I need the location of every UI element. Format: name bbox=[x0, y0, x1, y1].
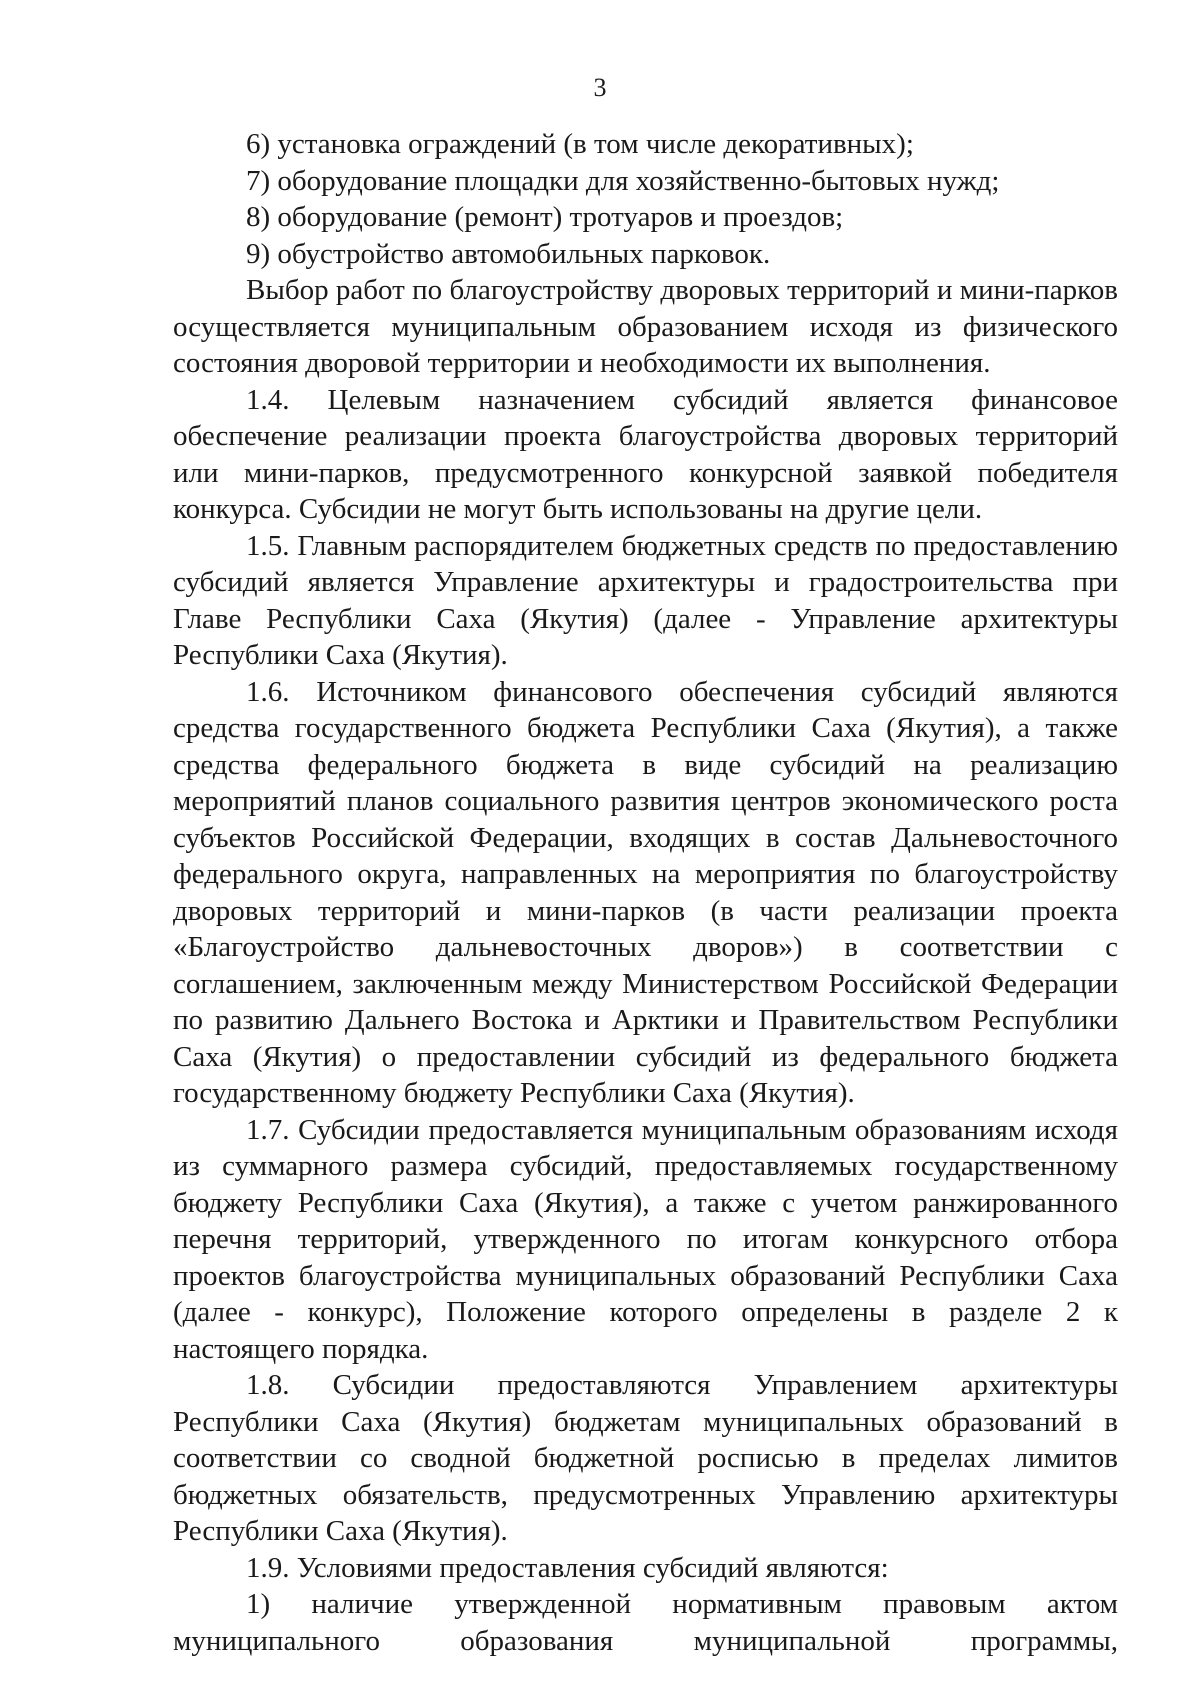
page-number: 3 bbox=[593, 73, 607, 102]
paragraph-1-4: 1.4. Целевым назначением субсидий является финансовое обеспечение реализации проекта благоустройства дворовых территорий или мини-парков, предусмотренного конкурсной заявкой победителя конкурса. Субсидии не могут быть использованы на другие цели. bbox=[173, 383, 1118, 525]
paragraph-1-9: 1.9. Условиями предоставления субсидий являются: bbox=[246, 1551, 889, 1584]
condition-item-1: 1) наличие утвержденной нормативным правовым актом муниципального образования муниципальной программы, bbox=[173, 1588, 1118, 1657]
list-item-7: 7) оборудование площадки для хозяйственно-бытовых нужд; bbox=[246, 164, 1000, 197]
list-item-6: 6) установка ограждений (в том числе декоративных); bbox=[246, 128, 914, 160]
paragraph-1-6: 1.6. Источником финансового обеспечения субсидий являются средства государственного бюджета Республики Саха (Якутия), а также средства федерального бюджета в виде субсидий на реализацию мероприятий планов социального развития центров экономического роста субъектов Российской Федерации, входящих в состав Дальневосточного федерального округа, направленных на мероприятия по благоустройству дворовых территорий и мини-парков (в части реализации проекта «Благоустройство дальневосточных дворов») в соответствии с соглашением, заключенным между Министерством Российской Федерации по развитию Дальнего Востока и Арктики и Правительством Республики Саха (Якутия) о предоставлении субсидий из федерального бюджета государственному бюджету Республики Саха (Якутия). bbox=[173, 675, 1118, 1109]
list-item-8: 8) оборудование (ремонт) тротуаров и проездов; bbox=[246, 201, 844, 233]
paragraph-1-8: 1.8. Субсидии предоставляются Управлением архитектуры Республики Саха (Якутия) бюджетам муниципальных образований в соответствии со сводной бюджетной росписью в пределах лимитов бюджетных обязательств, предусмотренных Управлению архитектуры Республики Саха (Якутия). bbox=[173, 1369, 1118, 1547]
paragraph-1-7: 1.7. Субсидии предоставляется муниципальным образованиям исходя из суммарного размера субсидий, предоставляемых государственному бюджету Республики Саха (Якутия), а также с учетом ранжированного перечня территорий, утвержденного по итогам конкурсного отбора проектов благоустройства муниципальных образований Республики Саха (далее - конкурс), Положение которого определены в разделе 2 к настоящего порядка. bbox=[173, 1113, 1118, 1365]
list-item-9: 9) обустройство автомобильных парковок. bbox=[246, 237, 771, 270]
paragraph-1-5: 1.5. Главным распорядителем бюджетных средств по предоставлению субсидий является Управление архитектуры и градостроительства при Главе Республики Саха (Якутия) (далее - Управление архитектуры Республики Саха (Якутия). bbox=[173, 529, 1118, 671]
document-body bbox=[173, 126, 1118, 1659]
paragraph-work-selection: Выбор работ по благоустройству дворовых территорий и мини-парков осуществляется муниципальным образованием исходя из физического состояния дворовой территории и необходимости их выполнения. bbox=[173, 274, 1118, 379]
